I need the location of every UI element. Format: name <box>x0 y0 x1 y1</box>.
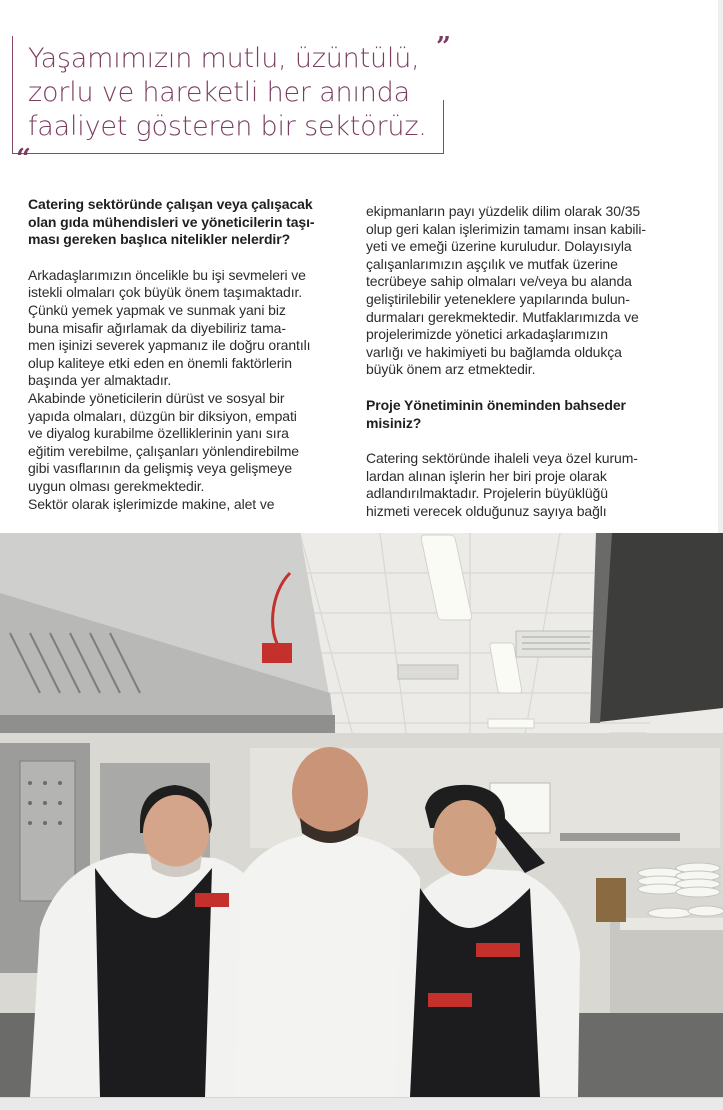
question-1: Catering sektöründe çalışan veya çalışacak olan gıda mühendisleri ve yöneticilerin taşı- ması gereken başlıca nitelikler nelerdir? <box>28 196 315 248</box>
page-bottom-strip <box>0 1097 723 1110</box>
left-text-column <box>28 196 350 513</box>
pull-quote-text: Yaşamımızın mutlu, üzüntülü, zorlu ve hareketli her anında faaliyet gösteren bir sektörüz. <box>28 43 427 142</box>
answer-1-paragraph-3: Sektör olarak işlerimizde makine, alet ve <box>28 495 275 512</box>
answer-1-paragraph-1: Arkadaşlarımızın öncelikle bu işi sevmeleri ve istekli olmaları çok büyük önem taşımaktadır. Çünkü yemek yapmak ve sunmak yani biz buna misafir ağırlamak da diyebiliriz tama- men işinizi severek yapmanız ile doğru orantılı olup kaliteye etki eden en önemli faktörlerin başında yer almaktadır. <box>28 266 311 389</box>
answer-2: Catering sektöründe ihaleli veya özel kurum- lardan alınan işlerin her biri proje olarak adlandırılmaktadır. Projelerin büyüklüğü hizmeti verecek olduğunuz sayıya bağlı <box>366 450 638 519</box>
open-quote-mark: “ <box>16 144 31 174</box>
close-quote-mark: ” <box>436 32 451 62</box>
page-edge-shadow <box>718 0 723 533</box>
question-2: Proje Yönetiminin öneminden bahseder misiniz? <box>366 396 626 431</box>
right-text-column <box>366 203 696 521</box>
kitchen-photo <box>0 533 723 1097</box>
answer-1-continuation: ekipmanların payı yüzdelik dilim olarak 30/35 olup geri kalan işlerimizin tamamı insan kabili- yeti ve emeği üzerine kuruludur. Dolayısıyla çalışanlarımızın aşçılık ve mutfak üzerine tecrübeye sahip olmaları ve/veya bu alanda geliştirilebilir yeteneklere yapılarında bulun- durmaları gerekmektedir. Mutfaklarımızda ve projelerimizde yönetici arkadaşlarımızın varlığı ve hakimiyeti bu bağlamda oldukça büyük önem arz etmektedir. <box>366 203 646 378</box>
kitchen-photo-illustration <box>0 533 723 1097</box>
answer-1-paragraph-2: Akabinde yöneticilerin dürüst ve sosyal bir yapıda olmaları, düzgün bir diksiyon, empati ve diyalog kurabilme özelliklerinin yanı sıra eğitim verebilme, çalışanları yönlendirebilme gibi vasıflarının da gelişmiş veya gelişmeye uygun olması gerekmektedir. <box>28 389 299 494</box>
